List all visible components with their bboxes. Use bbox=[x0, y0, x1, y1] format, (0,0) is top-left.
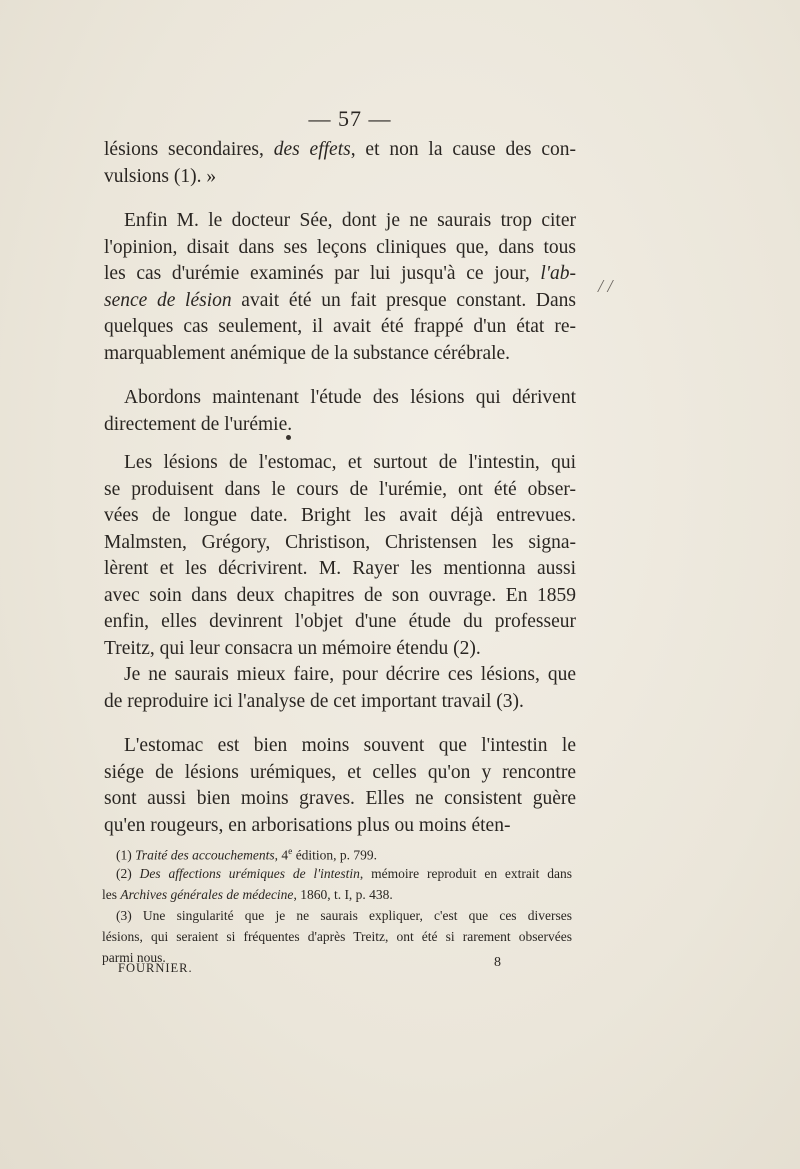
text-line: sence de lésion avait été un fait presque constant. Dans bbox=[104, 289, 576, 311]
text-line: qu'en rougeurs, en arborisations plus ou moins éten- bbox=[104, 814, 511, 836]
paragraph bbox=[104, 208, 576, 367]
footnote-line: lésions, qui seraient si fréquentes d'après Treitz, ont été si rarement observées bbox=[102, 929, 572, 944]
text-line: Enfin M. le docteur Sée, dont je ne saurais trop citer bbox=[124, 210, 576, 231]
footnote-line: (2) Des affections urémiques de l'intestin, mémoire reproduit en extrait dans bbox=[116, 866, 573, 881]
footnotes bbox=[102, 842, 572, 968]
text-line: siége de lésions urémiques, et celles qu'on y rencontre bbox=[104, 761, 576, 783]
text-line: lésions secondaires, des effets, et non la cause des con- bbox=[104, 139, 576, 160]
text-line: quelques cas seulement, il avait été frappé d'un état re- bbox=[104, 316, 576, 337]
text-line: de reproduire ici l'analyse de cet important travail (3). bbox=[104, 690, 524, 712]
text-line: vulsions (1). » bbox=[104, 165, 217, 187]
footnote-line: les Archives générales de médecine, 1860, t. I, p. 438. bbox=[102, 887, 393, 902]
paragraph bbox=[104, 385, 576, 438]
text-line: se produisent dans le cours de l'urémie, ont été obser- bbox=[104, 478, 576, 500]
printer-signature: FOURNIER. bbox=[118, 961, 193, 975]
text-line: sont aussi bien moins graves. Elles ne consistent guère bbox=[104, 788, 576, 809]
text-line: L'estomac est bien moins souvent que l'intestin le bbox=[124, 735, 576, 756]
body-text bbox=[104, 137, 576, 839]
footnote-line: parmi nous. bbox=[102, 950, 166, 965]
text-line: enfin, elles devinrent l'objet d'une étude du professeur bbox=[104, 611, 576, 632]
text-line: Les lésions de l'estomac, et surtout de l'intestin, qui bbox=[124, 452, 576, 473]
text-line: vées de longue date. Bright les avait déjà entrevues. bbox=[104, 505, 576, 526]
page-number: — 57 — bbox=[308, 106, 392, 131]
footnote bbox=[102, 905, 572, 968]
text-line: lèrent et les décrivirent. M. Rayer les mentionna aussi bbox=[104, 558, 576, 579]
text-line: Malmsten, Grégory, Christison, Christensen les signa- bbox=[104, 531, 576, 553]
footnote bbox=[102, 842, 572, 863]
footnote bbox=[102, 863, 572, 905]
footnote-line: (3) Une singularité que je ne saurais expliquer, c'est que ces diverses bbox=[116, 908, 572, 923]
text-line: l'opinion, disait dans ses leçons cliniques que, dans tous bbox=[104, 236, 576, 258]
text-line: Abordons maintenant l'étude des lésions qui dérivent bbox=[124, 387, 576, 408]
paragraph bbox=[104, 137, 576, 190]
margin-pencil-mark: / / bbox=[598, 276, 613, 296]
signature-number: 8 bbox=[494, 955, 501, 970]
text-line: avec soin dans deux chapitres de son ouvrage. En 1859 bbox=[104, 584, 576, 606]
text-line: les cas d'urémie examinés par lui jusqu'à ce jour, l'ab- bbox=[104, 263, 576, 284]
text-line: Treitz, qui leur consacra un mémoire étendu (2). bbox=[104, 637, 481, 659]
text-line: Je ne saurais mieux faire, pour décrire ces lésions, que bbox=[124, 664, 576, 685]
paragraph bbox=[104, 662, 576, 715]
paragraph bbox=[104, 450, 576, 662]
text-line: marquablement anémique de la substance cérébrale. bbox=[104, 342, 511, 364]
footnote-line: (1) Traité des accouchements, 4e édition, p. 799. bbox=[116, 847, 378, 863]
text-line: directement de l'urémie. bbox=[104, 413, 293, 435]
paragraph bbox=[104, 733, 576, 839]
